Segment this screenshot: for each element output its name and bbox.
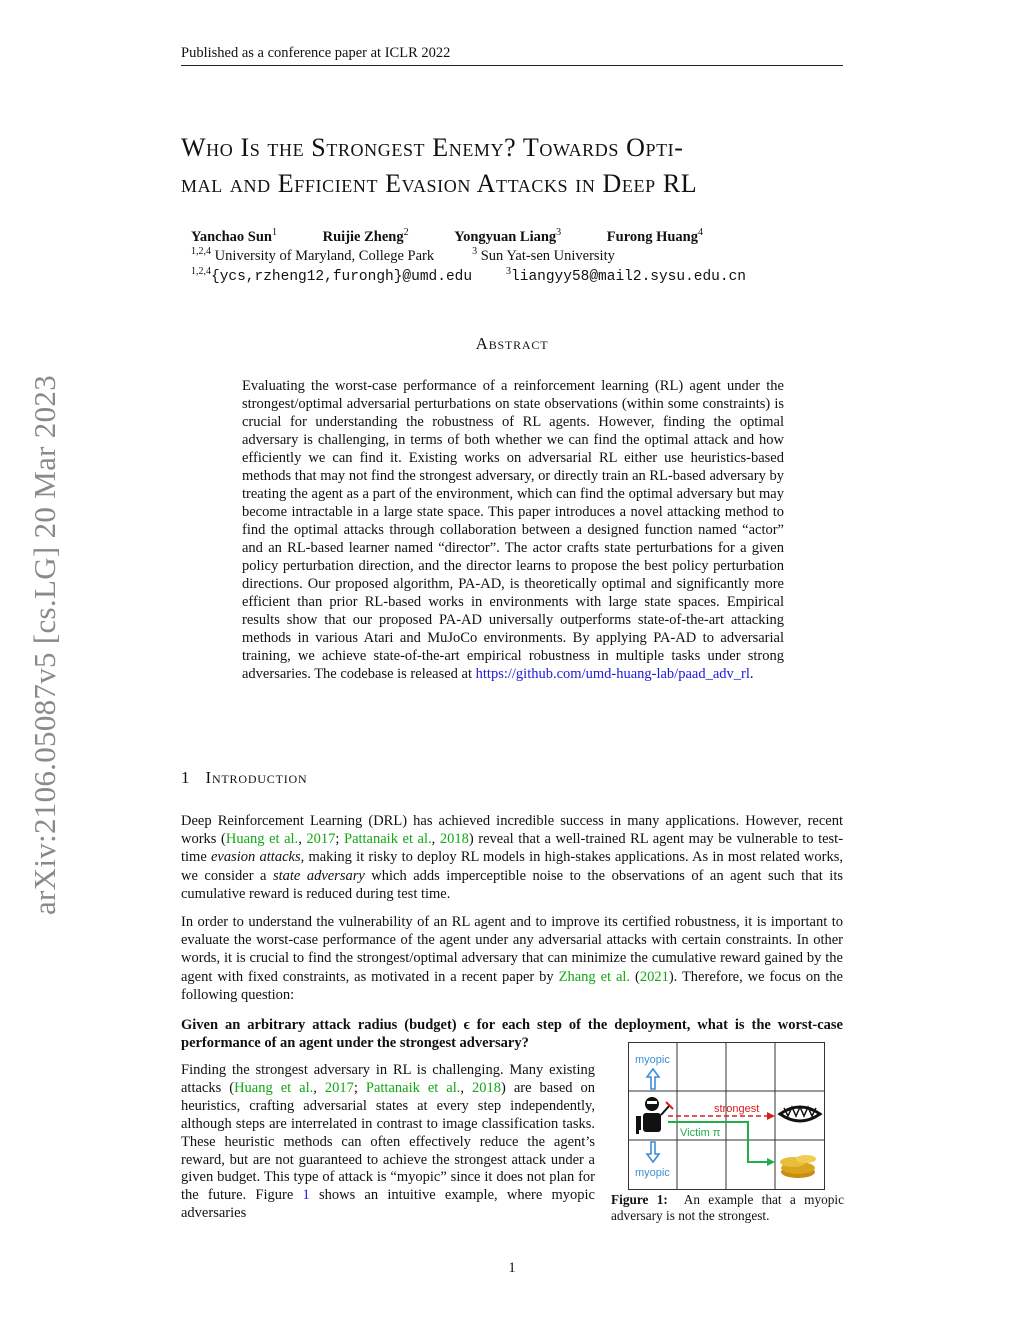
page-number: 1 [508,1260,516,1276]
citation-link[interactable]: Zhang et al. [558,968,631,985]
coins-icon [780,1155,816,1178]
citation-year-link[interactable]: 2017 [306,831,336,848]
author-emails: $^{1,2,4}${ycs,rzheng12,furongh}@umd.edu $^3$liangyy58@mail2.sysu.edu.cn [191,266,746,285]
citation-link[interactable]: Huang et al. [225,831,299,848]
codebase-link[interactable]: https://github.com/umd-huang-lab/paad_adv_rl [475,666,750,682]
citation-year-link[interactable]: 2018 [472,1079,502,1096]
citation-link[interactable]: Pattanaik et al. [365,1079,461,1096]
strongest-label: strongest [714,1103,760,1115]
research-question: Given an arbitrary attack radius (budget) ϵ for each step of the deployment, what is the worst-case performance of an agent under the strongest adversary? [181,1017,843,1051]
figure-reference-link[interactable]: 1 [302,1187,310,1204]
author: Yongyuan Liang$^3$ [454,227,562,245]
intro-paragraph-3: Finding the strongest adversary in RL is challenging. Many existing attacks (Huang et al., 2017; Pattanaik et al., 2018) are based on heuristics, crafting adversarial states at every step independently, although steps are interrelated in contrast to image classification tasks. These heuristic methods can often effectively reduce the agent’s reward, but are not guaranteed to achieve the strongest attack under a given budget. This type of attack is “myopic” since it does not plan for the future. Figure 1 shows an intuitive example, where myopic adversaries [181,1062,596,1222]
victim-arrowhead-icon [767,1158,775,1166]
header-rule [181,65,843,66]
strongest-arrowhead-icon [767,1112,775,1120]
myopic-label-top: myopic [635,1054,670,1066]
abstract-body: Evaluating the worst-case performance of a reinforcement learning (RL) agent under the strongest/optimal adversarial perturbations on state observations (within some constraints) is crucial for understanding the robustness of RL agents. However, finding the optimal adversary is challenging, in terms of both whether we can find the optimal attack and how efficiently we can find it. Existing works on adversarial RL either use heuristics-based methods that may not find the strongest adversary, or directly train an RL-based adversary by treating the agent as a part of the environment, which can find the optimal adversary but may become intractable in a large state space. This paper introduces a novel attacking method to find the optimal attacks through collaboration between a designed function named “actor” and an RL-based learner named “director”. The actor crafts state perturbations for a given policy perturbation direction, and the director learns to propose the best policy perturbation directions. Our proposed algorithm, PA-AD, is theoretically optimal and significantly more efficient than prior RL-based works in environments with large state spaces. Empirical results show that our proposed PA-AD universally outperforms state-of-the-art attacking methods in various Atari and MuJoCo environments. By applying PA-AD to adversarial training, we achieve state-of-the-art empirical robustness in multiple tasks under strong adversaries. The codebase is released at https://github.com/umd-huang-lab/paad_adv_rl. [242,378,784,682]
affiliations: $^{1,2,4}$ University of Maryland, College Park $^3$ Sun Yat-sen University [191,246,615,264]
title-line-1: Who Is the Strongest Enemy? Towards Opti- [181,133,684,162]
up-arrow-icon [647,1069,659,1089]
robot-agent-icon [636,1097,673,1134]
author: Yanchao Sun$^1$ [191,227,277,245]
intro-paragraph-1: Deep Reinforcement Learning (DRL) has achieved incredible success in many applications. However, recent works (Huang et al., 2017; Pattanaik et al., 2018) reveal that a well-trained RL agent may be vulnerable to test-time evasion attacks, making it risky to deploy RL models in high-stakes applications. As in most related works, we consider a state adversary which adds imperceptible noise to the observations of an agent such that its cumulative reward is reduced during test time. [181,813,844,902]
author: Furong Huang$^4$ [606,227,703,245]
section-heading-introduction: 1 Introduction [181,768,308,787]
intro-paragraph-2: In order to understand the vulnerability of an RL agent and to improve its certified robustness, it is important to evaluate the worst-case performance of the agent under any adversarial attacks with certain constraints. In other words, it is crucial to find the strongest/optimal adversary that can minimize the cumulative reward gained by the agent with fixed constraints, as motivated in a recent paper by Zhang et al. (2021). Therefore, we focus on the following question: [181,914,843,1003]
citation-year-link[interactable]: 2018 [439,831,469,848]
figure-1-caption: Figure 1: An example that a myopic adversary is not the strongest. [611,1192,845,1223]
title-line-2: mal and Efficient Evasion Attacks in Deep RL [181,169,698,198]
paper-title [181,130,861,202]
author-list [191,227,745,246]
myopic-label-bottom: myopic [635,1167,670,1179]
running-header: Published as a conference paper at ICLR 2022 [181,45,451,61]
victim-label: Victim π [680,1127,721,1139]
email-umd: {ycs,rzheng12,furongh}@umd.edu [211,268,473,285]
trap-icon [780,1107,820,1121]
arxiv-side-stamp [27,350,62,940]
arxiv-stamp-text: arXiv:2106.05087v5 [cs.LG] 20 Mar 2023 [27,374,62,916]
citation-year-link[interactable]: 2021 [639,968,669,985]
email-sysu: liangyy58@mail2.sysu.edu.cn [511,268,746,285]
down-arrow-icon [647,1142,659,1162]
citation-link[interactable]: Pattanaik et al. [344,831,432,848]
citation-link[interactable]: Huang et al. [234,1079,314,1096]
citation-year-link[interactable]: 2017 [324,1079,354,1096]
abstract-heading: Abstract [475,334,549,353]
figure-1-grid [628,1042,825,1190]
author: Ruijie Zheng$^2$ [322,227,409,245]
